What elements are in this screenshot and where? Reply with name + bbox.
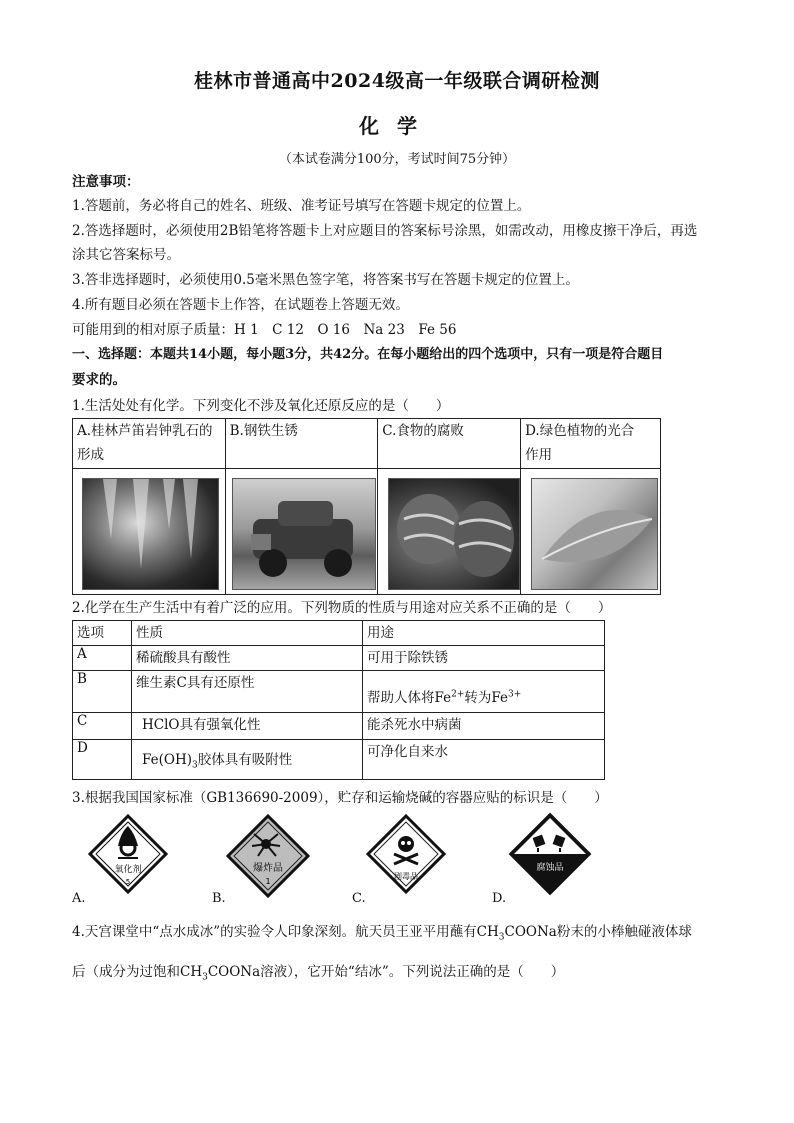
section1-heading-b: 要求的。: [72, 372, 126, 388]
notice-item-3: 3.答非选择题时，必须使用0.5毫米黑色签字笔，将答案书写在答题卡规定的位置上。: [72, 272, 579, 288]
q2-row-d-use: 可净化自来水: [363, 740, 605, 780]
q3-option-b-label: B.: [212, 891, 226, 906]
oxidizer-hazard-sign: [88, 814, 168, 894]
q3-stem: 3.根据我国国家标准（GB136690-2009），贮存和运输烧碱的容器应贴的标识是（ ）: [72, 790, 608, 806]
q2-table: [72, 620, 605, 780]
green-plant-photo: [531, 478, 658, 590]
q2-row-b-use-part2: 转为Fe: [464, 690, 509, 706]
q1-stem: 1.生活处处有化学。下列变化不涉及氧化还原反应的是（ ）: [72, 398, 450, 414]
q1-option-b-line1: B.钢铁生锈: [229, 423, 298, 439]
q1-option-a: [73, 419, 226, 469]
rusty-car-photo: [232, 478, 376, 590]
notice-item-2a: 2.答选择题时，必须使用2B铅笔将答题卡上对应题目的答案标号涂黑，如需改动，用橡皮擦干净后，再选: [72, 223, 698, 239]
atomic-mass-line: 可能用到的相对原子质量：H 1 C 12 O 16 Na 23 Fe 56: [72, 322, 457, 338]
rotting-food-photo: [388, 478, 520, 590]
q2-row-c-property: HClO具有强氧化性: [132, 713, 363, 740]
corrosive-sign-text: 腐蚀品: [536, 863, 564, 873]
q1-option-d: [521, 419, 661, 469]
q2-row-d-property-part1: Fe(OH): [142, 752, 192, 769]
q4-line1: [72, 920, 732, 950]
q2-row-b-property: 维生素C具有还原性: [132, 671, 363, 713]
q2-row-d-property-part2: 胶体具有吸附性: [197, 752, 293, 769]
q2-row-d-property: [132, 740, 363, 780]
q2-row-b-use-part1: 帮助人体将Fe: [367, 690, 452, 706]
q3-option-c-label: C.: [352, 891, 366, 906]
q2-header-option: 选项: [73, 621, 132, 646]
q3-option-d-label: D.: [492, 891, 507, 906]
q2-row-a-option: A: [73, 646, 132, 671]
exam-title: 桂林市普通高中2024级高一年级联合调研检测: [194, 70, 600, 92]
toxic-hazard-sign: [366, 814, 446, 894]
q4-line2-part1: 后（成分为过饱和CH: [72, 964, 203, 980]
q2-row-c-use: 能杀死水中病菌: [363, 713, 605, 740]
q4-line1-part2: COONa粉末的小棒触碰液体球: [504, 924, 692, 940]
q2-header-property: 性质: [132, 621, 363, 646]
q2-row-b-use: [363, 671, 605, 713]
q4-line1-sub: 3: [498, 932, 505, 943]
q1-option-d-line2: 作用: [525, 447, 553, 463]
q1-option-c: [378, 419, 521, 469]
notice-item-2b: 涂其它答案标号。: [72, 247, 180, 263]
exam-note: （本试卷满分100分，考试时间75分钟）: [278, 152, 516, 167]
q1-option-a-line1: A.桂林芦笛岩钟乳石的: [77, 423, 213, 439]
q2-row-b-use-sup1: 2+: [451, 689, 465, 700]
q4-line2: [72, 960, 732, 990]
notice-item-4: 4.所有题目必须在答题卡上作答，在试题卷上答题无效。: [72, 297, 409, 313]
q2-row-a-use: 可用于除铁锈: [363, 646, 605, 671]
notice-item-1: 1.答题前，务必将自己的姓名、班级、准考证号填写在答题卡规定的位置上。: [72, 198, 531, 214]
oxidizer-sign-text: 氧化剂: [114, 865, 142, 875]
q3-option-a-label: A.: [72, 891, 86, 906]
q4-line2-part2: COONa溶液），它开始“结冰”。下列说法正确的是（ ）: [207, 964, 565, 980]
q2-header-use: 用途: [363, 621, 605, 646]
q1-option-c-line1: C.食物的腐败: [382, 423, 464, 439]
subject-title: 化学: [359, 114, 435, 138]
explosive-sign-text: 爆炸品: [253, 863, 283, 874]
corrosive-hazard-sign: [508, 812, 592, 896]
section1-heading-a: 一、选择题：本题共14小题，每小题3分，共42分。在每小题给出的四个选项中，只有一项是符合题目: [72, 347, 664, 362]
q1-option-b: [225, 419, 378, 469]
q4-line2-sub: 3: [202, 972, 208, 983]
toxic-sign-text: 剧毒品: [394, 872, 418, 881]
q2-row-d-property-sub: 3: [192, 760, 198, 771]
q1-option-a-line2: 形成: [77, 447, 104, 463]
q4-line1-part1: 4.天宫课堂中“点水成冰”的实验令人印象深刻。航天员王亚平用蘸有CH: [72, 924, 499, 940]
q2-row-b-option: B: [73, 671, 132, 713]
q2-row-c-option: C: [73, 713, 132, 740]
q2-row-d-option: D: [73, 740, 132, 780]
explosive-hazard-sign: [226, 814, 310, 898]
notice-heading: 注意事项：: [72, 174, 140, 190]
explosive-sign-num: 1: [265, 877, 271, 886]
q2-row-a-property: 稀硫酸具有酸性: [132, 646, 363, 671]
q1-option-d-line1: D.绿色植物的光合: [525, 423, 635, 439]
q2-stem: 2.化学在生产生活中有着广泛的应用。下列物质的性质与用途对应关系不正确的是（ ）: [72, 600, 612, 616]
oxidizer-sign-num: 5: [125, 878, 131, 886]
q2-row-b-use-sup2: 3+: [508, 689, 522, 700]
stalactite-cave-photo: [82, 478, 219, 590]
